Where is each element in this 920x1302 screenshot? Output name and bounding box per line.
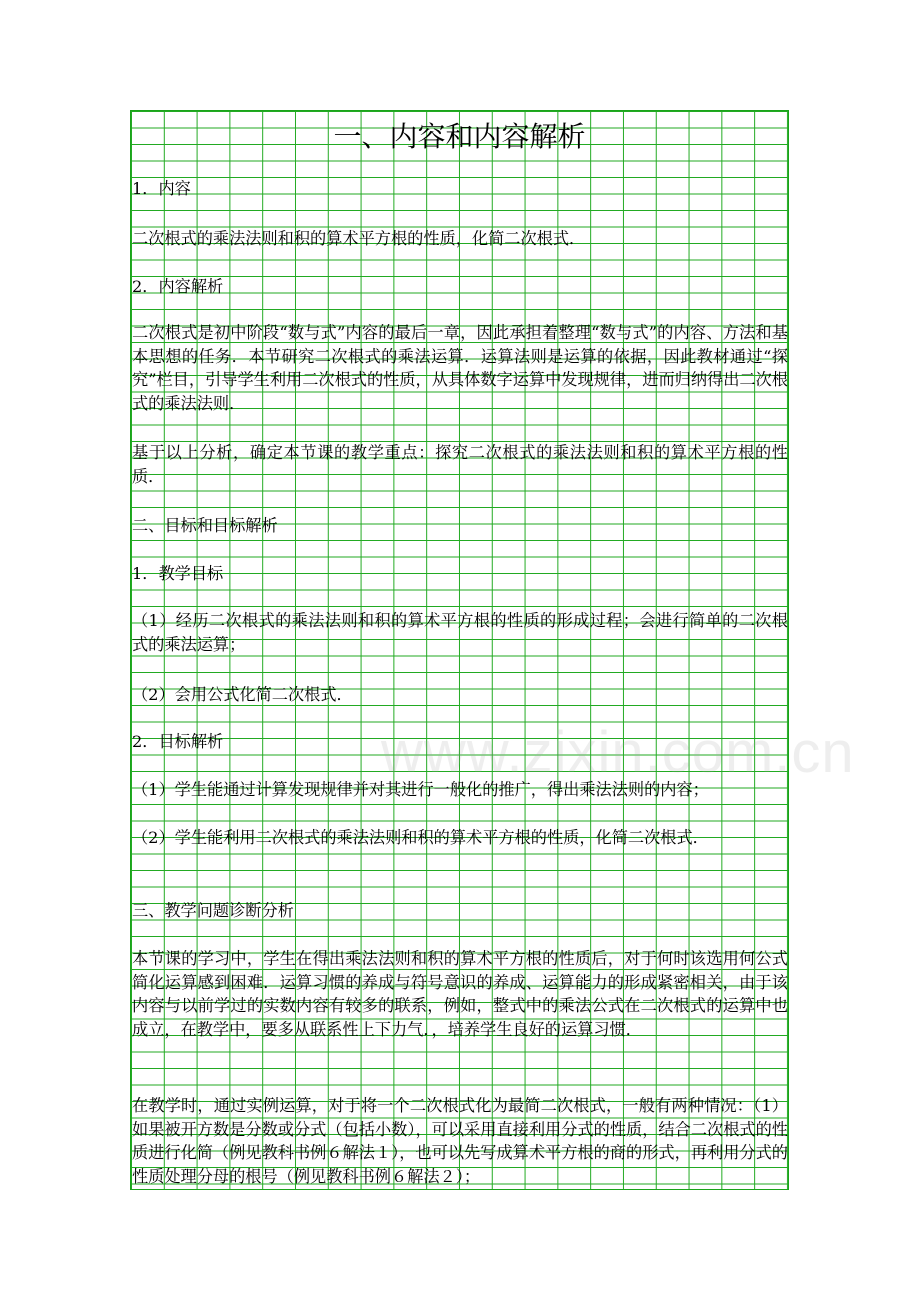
paragraph: （1）学生能通过计算发现规律并对其进行一般化的推广，得出乘法法则的内容； [132, 780, 709, 799]
heading-content-analysis: 2．内容解析 [132, 277, 224, 296]
paragraph: 本节课的学习中，学生在得出乘法法则和积的算术平方根的性质后，对于何时该选用何公式简化运算感到困难．运算习惯的养成与符号意识的养成、运算能力的形成紧密相关，由于该内容与以前学过的实数内容有较多的联系，例如，整式中的乘法公式在二次根式的运算中也成立，在教学中，要多从联系性上下力气．，培养学生良好的运算习惯． [132, 949, 788, 1039]
watermark: www.zixin.com.cn [381, 720, 855, 785]
heading-teaching-goals: 1．教学目标 [132, 564, 224, 583]
paragraph: （2）学生能利用二次根式的乘法法则和积的算术平方根的性质，化简二次根式． [132, 828, 709, 847]
paragraph: （2）会用公式化简二次根式． [132, 685, 353, 704]
paragraph: 基于以上分析，确定本节课的教学重点：探究二次根式的乘法法则和积的算术平方根的性质． [132, 443, 788, 486]
heading-content: 1．内容 [132, 179, 191, 198]
section-heading: 二、目标和目标解析 [132, 516, 278, 535]
heading-goal-analysis: 2．目标解析 [132, 732, 224, 751]
page-title: 一、内容和内容解析 [333, 120, 586, 153]
paragraph: （1）经历二次根式的乘法法则和积的算术平方根的性质的形成过程；会进行简单的二次根式的乘法运算； [132, 611, 788, 654]
paragraph: 在教学时，通过实例运算，对于将一个二次根式化为最简二次根式，一般有两种情况：（1）如果被开方数是分数或分式（包括小数），可以采用直接利用分式的性质，结合二次根式的性质进行化简（例见教科书例６解法１），也可以先写成算术平方根的商的形式，再利用分式的性质处理分母的根号（例见教科书例６解法２）； [132, 1096, 788, 1186]
grid-page [130, 110, 855, 1190]
paragraph: 二次根式的乘法法则和积的算术平方根的性质，化简二次根式． [132, 229, 586, 248]
section-heading: 三、教学问题诊断分析 [132, 901, 294, 920]
paragraph: 二次根式是初中阶段“数与式”内容的最后一章，因此承担着整理“数与式”的内容、方法和基本思想的任务．本节研究二次根式的乘法运算．运算法则是运算的依据，因此教材通过“探究”栏目，引导学生利用二次根式的性质，从具体数字运算中发现规律，进而归纳得出二次根式的乘法法则． [132, 323, 788, 413]
